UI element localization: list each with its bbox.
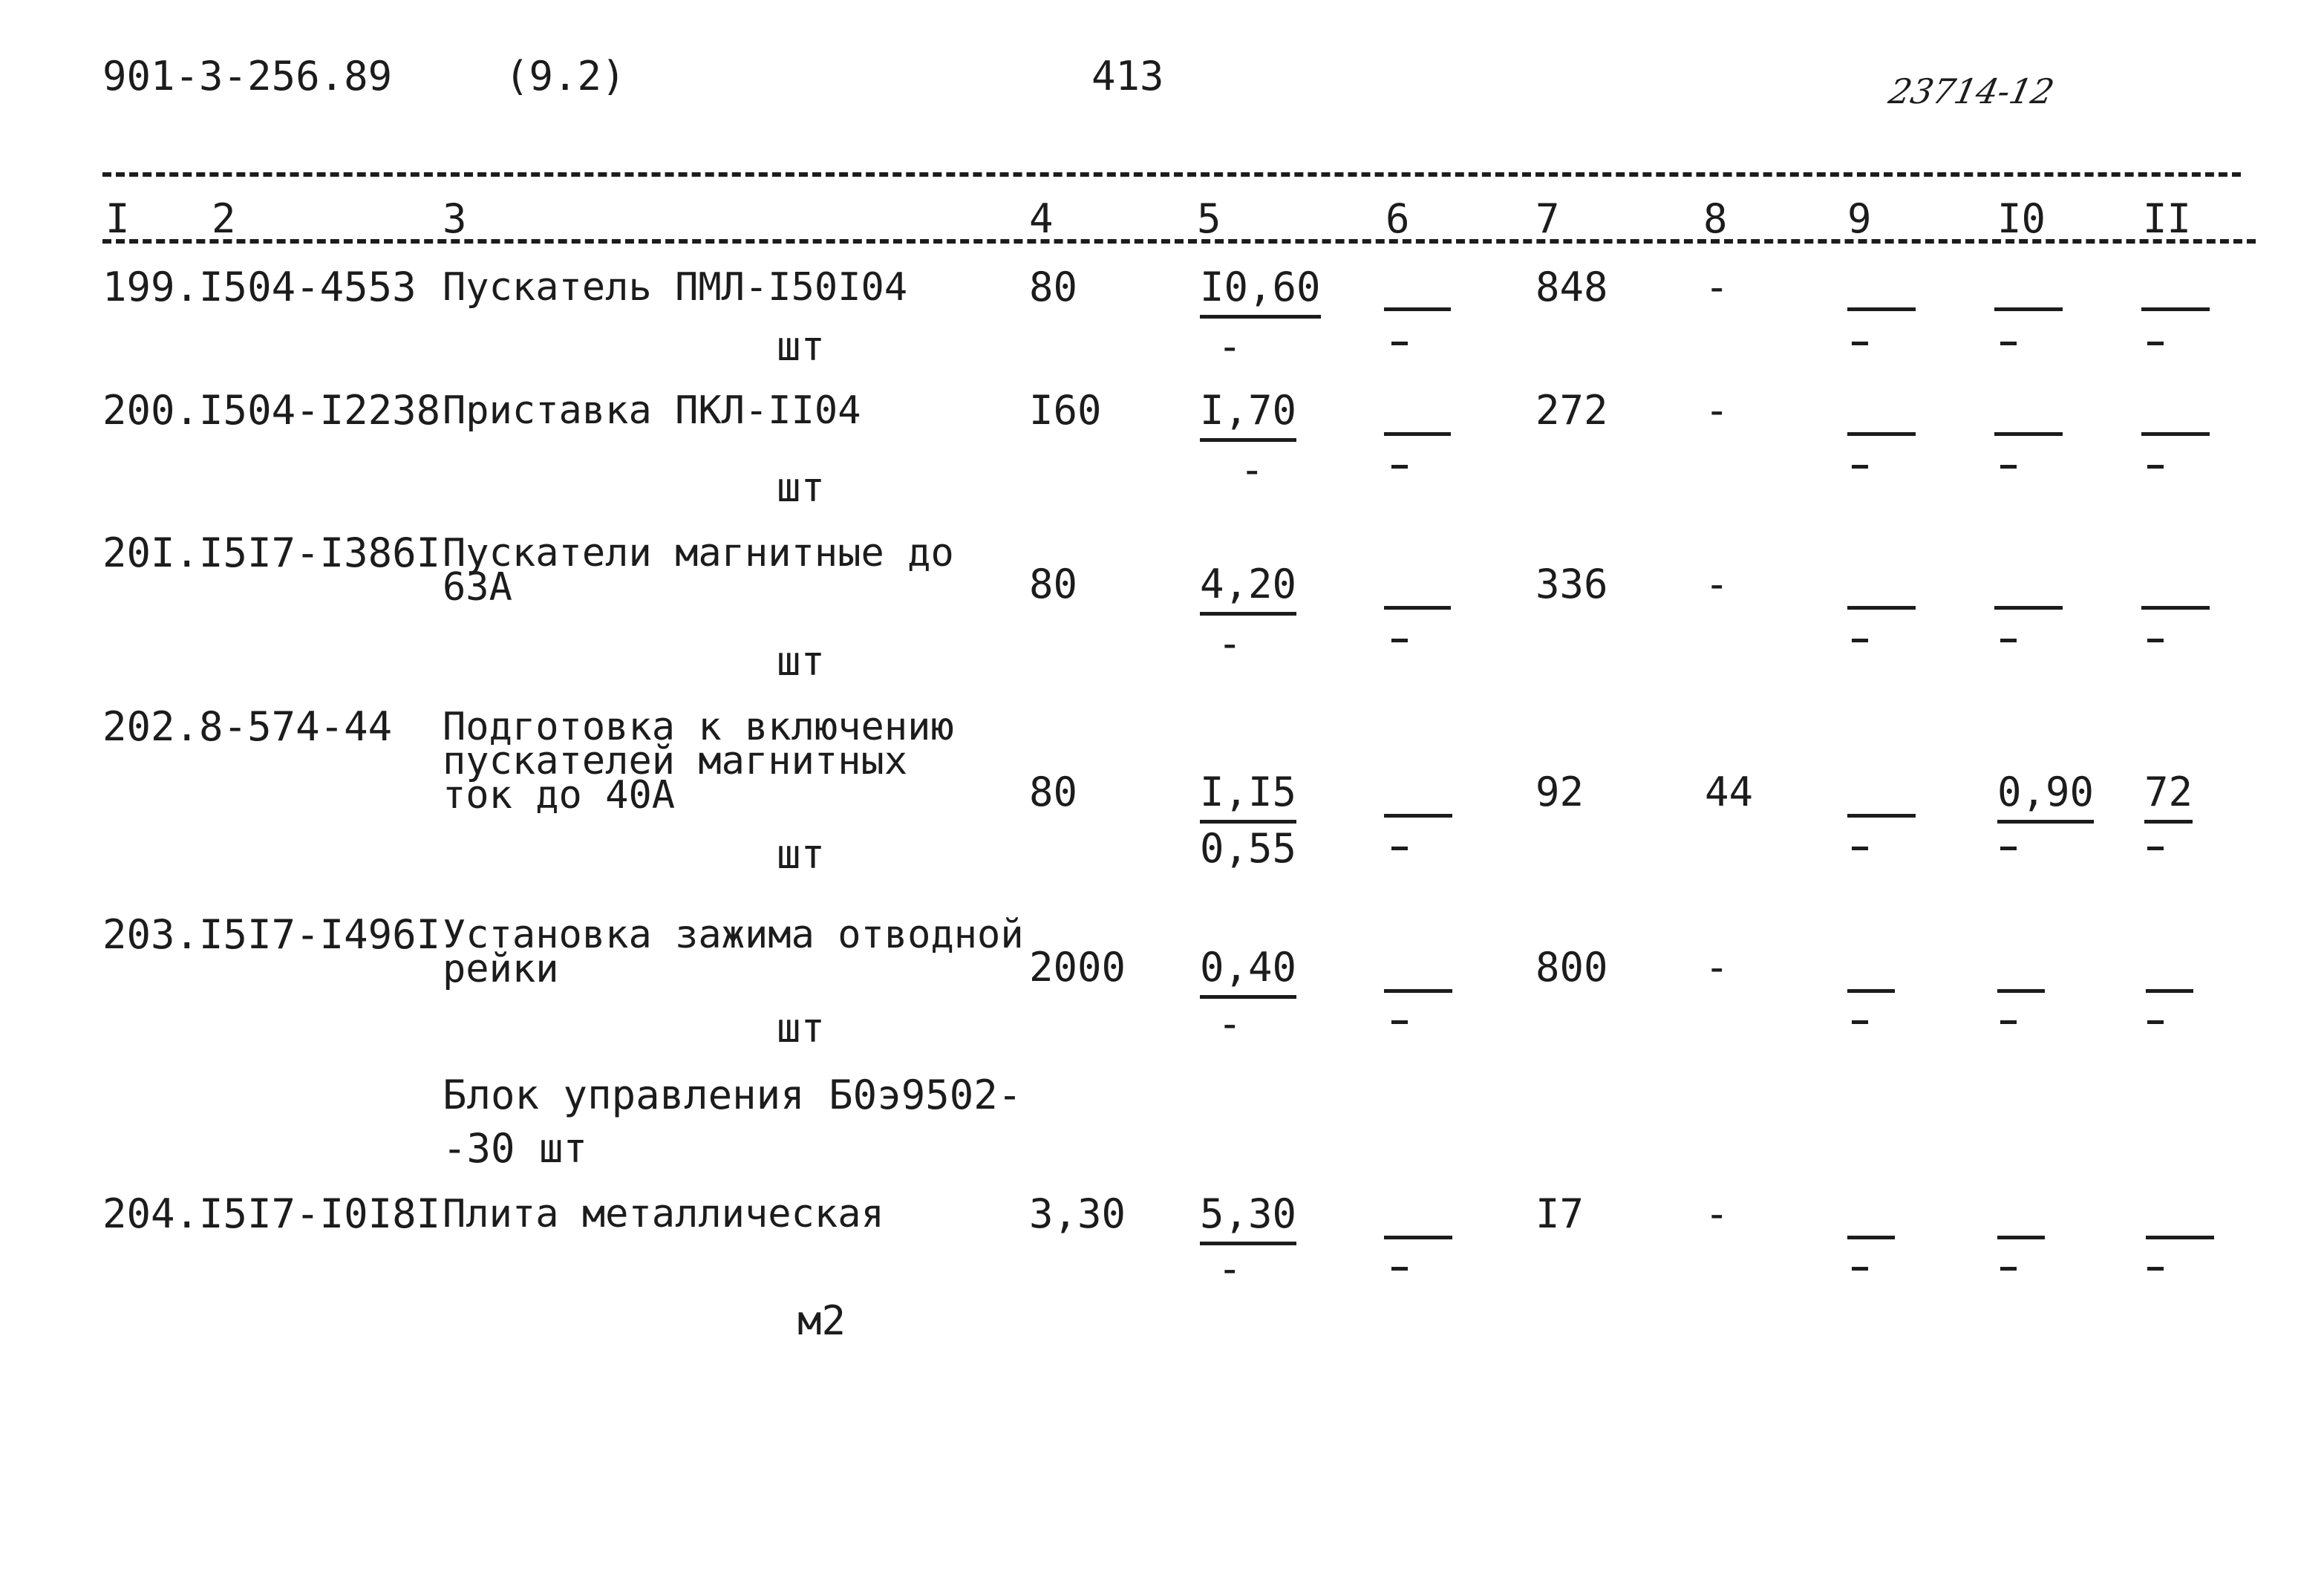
row-code: 204.I5I7-I0I8I [102,1190,441,1237]
row-name: Приставка ПКЛ-II04 [443,388,861,433]
header-separator-top [102,172,2241,177]
dash-mark [1391,342,1408,345]
row-name: Пускатель ПМЛ-I50I04 [443,265,908,310]
row-code: 199.I504-4553 [102,264,417,310]
dash-fraction-bar [1997,989,2045,993]
row-price-top: I0,60 [1200,264,1321,319]
column-number-8: 8 [1703,195,1728,242]
row-unit: м2 [797,1297,846,1344]
row-col8: - [1705,387,1729,434]
row-price-bottom: - [1218,1245,1242,1292]
dash-fraction-bar [1994,606,2063,610]
dash-mark [2000,465,2017,469]
row-price-top: 4,20 [1200,561,1296,616]
row-price-bottom: - [1218,620,1242,667]
handwritten-stamp: 23714-12 [1885,71,2058,111]
dash-mark [1391,1020,1408,1024]
row-unit: шт [777,638,826,685]
dash-fraction-bar [1847,432,1916,436]
dash-fraction-bar [1847,606,1916,610]
dash-fraction-bar [1384,989,1452,993]
row-code: 20I.I5I7-I386I [102,529,441,576]
dash-fraction-bar [1994,432,2063,436]
column-number-4: 4 [1029,195,1054,242]
dash-mark [2147,342,2164,345]
row-unit: шт [777,831,826,878]
dash-fraction-bar [1847,1236,1895,1239]
dash-fraction-bar [2141,432,2210,436]
dash-mark [2147,847,2164,850]
row-total: 92 [1535,769,1584,815]
row-quantity: 80 [1029,264,1078,310]
dash-fraction-bar [1847,814,1916,818]
dash-mark [2000,1020,2017,1024]
dash-fraction-bar [1384,814,1452,818]
row-total: 800 [1535,944,1608,991]
dash-mark [1852,465,1868,469]
row-price-bottom: - [1218,1000,1242,1047]
column-number-5: 5 [1197,195,1221,242]
row-col8: - [1705,561,1729,607]
row-col10: 0,90 [1997,769,2094,824]
dash-fraction-bar [2141,307,2210,311]
document-code: 901-3-256.89 [102,53,393,100]
dash-mark [2000,342,2017,345]
row-total: 336 [1535,561,1608,607]
row-total: 848 [1535,264,1608,310]
row-total: 272 [1535,387,1608,434]
dash-fraction-bar [2146,1236,2214,1239]
dash-mark [1852,639,1868,642]
dash-fraction-bar [1997,1236,2045,1239]
row-price-bottom: - [1218,323,1242,370]
note-line-1: Блок управления Б0э9502- [443,1072,1022,1118]
dash-mark [1852,1267,1868,1271]
row-col8: 44 [1705,769,1754,815]
row-col8: - [1705,264,1729,310]
row-unit: шт [777,323,826,370]
row-quantity: 2000 [1029,944,1126,991]
row-col8: - [1705,1190,1729,1237]
dash-mark [2000,639,2017,642]
row-price-top: 5,30 [1200,1190,1296,1245]
column-number-1: I [105,195,130,242]
column-number-7: 7 [1535,195,1560,242]
dash-fraction-bar [1384,307,1451,311]
dash-fraction-bar [2146,989,2193,993]
row-code: 200.I504-I2238 [102,387,441,434]
dash-mark [2147,465,2164,469]
column-number-9: 9 [1847,195,1872,242]
dash-mark [1852,342,1868,345]
row-price-bottom: 0,55 [1200,825,1297,872]
column-number-2: 2 [212,195,236,242]
page-number: 413 [1091,53,1164,100]
dash-mark [1391,847,1408,850]
dash-fraction-bar [1384,1236,1452,1239]
row-price-top: I,70 [1200,387,1296,442]
column-number-10: I0 [1997,195,2046,242]
dash-mark [2147,1020,2164,1024]
dash-mark [2147,1267,2164,1271]
row-code: 203.I5I7-I496I [102,911,441,958]
dash-fraction-bar [1384,432,1451,436]
column-number-3: 3 [443,195,467,242]
section-number: (9.2) [505,53,626,100]
row-quantity: 3,30 [1029,1190,1126,1237]
row-price-top: 0,40 [1200,944,1296,999]
dash-mark [1391,639,1408,642]
dash-mark [1852,1020,1868,1024]
dash-mark [1391,465,1408,469]
row-name: Подготовка к включению пускателей магнитных ток до 40А [443,705,954,818]
dash-mark [2000,1267,2017,1271]
row-code: 202.8-574-44 [102,703,393,750]
dash-fraction-bar [1847,307,1916,311]
row-quantity: I60 [1029,387,1102,434]
header-separator-bottom [102,239,2256,244]
dash-fraction-bar [1384,606,1451,610]
row-unit: шт [777,464,826,511]
dash-mark [2000,847,2017,850]
note-line-2: -30 шт [443,1125,588,1172]
dash-mark [1391,1267,1408,1271]
row-col8: - [1705,944,1729,991]
row-unit: шт [777,1005,826,1052]
row-price-top: I,I5 [1200,769,1296,824]
row-name: Установка зажима отводной рейки [443,913,1024,991]
row-name: Пускатели магнитные до 63А [443,531,954,610]
row-quantity: 80 [1029,769,1078,815]
row-col11: 72 [2144,769,2193,824]
row-total: I7 [1535,1190,1584,1237]
dash-mark [2147,639,2164,642]
dash-mark [1852,847,1868,850]
row-price-bottom: - [1240,446,1264,493]
row-quantity: 80 [1029,561,1078,607]
row-name: Плита металлическая [443,1192,884,1236]
dash-fraction-bar [1994,307,2063,311]
dash-fraction-bar [2141,606,2210,610]
dash-fraction-bar [1847,989,1895,993]
column-number-6: 6 [1385,195,1410,242]
column-number-11: II [2143,195,2192,242]
